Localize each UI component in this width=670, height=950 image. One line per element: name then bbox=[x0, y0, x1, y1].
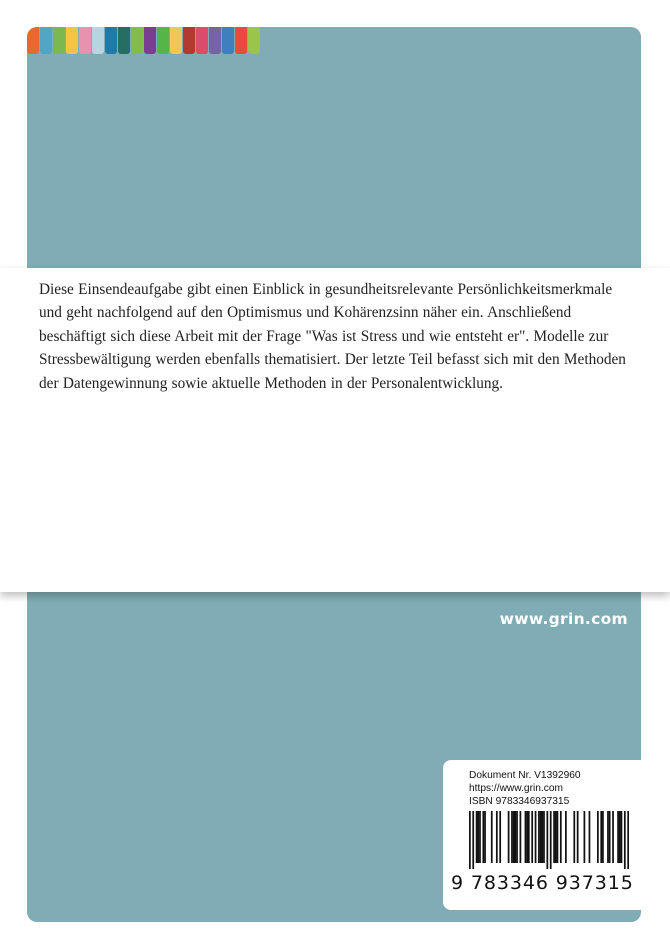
color-stripe bbox=[53, 27, 65, 54]
barcode-bar bbox=[600, 811, 602, 863]
publisher-website: www.grin.com bbox=[499, 610, 628, 628]
barcode-bar bbox=[484, 811, 486, 863]
color-stripe bbox=[27, 27, 39, 54]
barcode-bar bbox=[597, 811, 599, 863]
color-stripe bbox=[131, 27, 143, 54]
barcode-bar bbox=[546, 811, 548, 869]
barcode-bar bbox=[482, 811, 484, 863]
barcode-bar bbox=[607, 811, 609, 863]
color-stripe bbox=[170, 27, 182, 54]
barcode-bar bbox=[541, 811, 543, 863]
blurb-text: Diese Einsendeaufgabe gibt einen Einblick in gesundheitsrelevante Persönlichkeitsmerkmale und geht nachfolgend auf den Optimismus und Kohärenzsinn näher ein. Anschließend beschäftigt sich diese Arbeit mit der Frage "Was ist Stress und wie entsteht er". Modelle zur Stressbewältigung werden ebenfalls thematisiert. Der letzte Teil befasst sich mit den Methoden der Datengewinnung sowie aktuelle Methoden in der Personalentwicklung. bbox=[39, 281, 626, 392]
barcode-bar bbox=[479, 811, 481, 863]
barcode-bar bbox=[565, 811, 567, 863]
color-stripe bbox=[196, 27, 208, 54]
color-stripe bbox=[209, 27, 221, 54]
barcode-bar bbox=[520, 811, 522, 863]
document-url: https://www.grin.com bbox=[469, 783, 563, 794]
barcode-bar bbox=[619, 811, 621, 863]
barcode-bar bbox=[540, 811, 542, 863]
barcode-bar bbox=[499, 811, 501, 863]
barcode-bar bbox=[525, 811, 527, 863]
barcode-bar bbox=[624, 811, 626, 869]
color-stripe bbox=[105, 27, 117, 54]
blurb-panel bbox=[0, 268, 670, 592]
barcode-bar bbox=[560, 811, 562, 863]
barcode-bar bbox=[528, 811, 530, 863]
barcode-bar bbox=[513, 811, 515, 863]
barcode-bar bbox=[621, 811, 623, 863]
barcode-bar bbox=[526, 811, 528, 863]
barcode-bar bbox=[612, 811, 614, 863]
barcode-bar bbox=[602, 811, 604, 863]
color-stripe bbox=[144, 27, 156, 54]
barcode-bar bbox=[627, 811, 629, 869]
color-stripe bbox=[118, 27, 130, 54]
isbn-text: ISBN 9783346937315 bbox=[469, 796, 570, 807]
color-stripe bbox=[157, 27, 169, 54]
barcode-bar bbox=[477, 811, 479, 863]
barcode-bar bbox=[617, 811, 619, 863]
barcode-bar bbox=[609, 811, 611, 863]
barcode-bar bbox=[589, 811, 591, 863]
barcode-bar bbox=[472, 811, 474, 869]
document-info-box bbox=[443, 760, 642, 910]
color-stripe bbox=[79, 27, 91, 54]
color-stripe bbox=[66, 27, 78, 54]
barcode-bar bbox=[543, 811, 545, 863]
barcode-bar bbox=[555, 811, 557, 863]
color-stripe bbox=[92, 27, 104, 54]
color-stripe bbox=[40, 27, 52, 54]
barcode-bar bbox=[535, 811, 537, 863]
barcode-bar bbox=[516, 811, 518, 863]
color-stripe bbox=[248, 27, 260, 54]
color-stripe bbox=[235, 27, 247, 54]
barcode-bar bbox=[514, 811, 516, 863]
barcode-bar bbox=[469, 811, 471, 869]
barcode-digits: 9 783346 937315 bbox=[451, 872, 634, 894]
barcode-bar bbox=[508, 811, 510, 863]
barcode-bar bbox=[553, 811, 555, 863]
barcode-bar bbox=[496, 811, 498, 863]
barcode-bar bbox=[531, 811, 533, 863]
barcode-bar bbox=[577, 811, 579, 863]
color-stripe bbox=[183, 27, 195, 54]
barcode-bar bbox=[584, 811, 586, 863]
isbn-barcode bbox=[469, 811, 629, 869]
document-number: Dokument Nr. V1392960 bbox=[469, 770, 581, 781]
color-stripe bbox=[222, 27, 234, 54]
barcode-bar bbox=[476, 811, 478, 863]
barcode-bar bbox=[511, 811, 513, 863]
barcode-bar bbox=[557, 811, 559, 863]
barcode-bar bbox=[573, 811, 575, 863]
barcode-bar bbox=[538, 811, 540, 863]
barcode-bar bbox=[491, 811, 493, 863]
color-stripe-strip bbox=[27, 27, 261, 54]
barcode-bar bbox=[550, 811, 552, 869]
